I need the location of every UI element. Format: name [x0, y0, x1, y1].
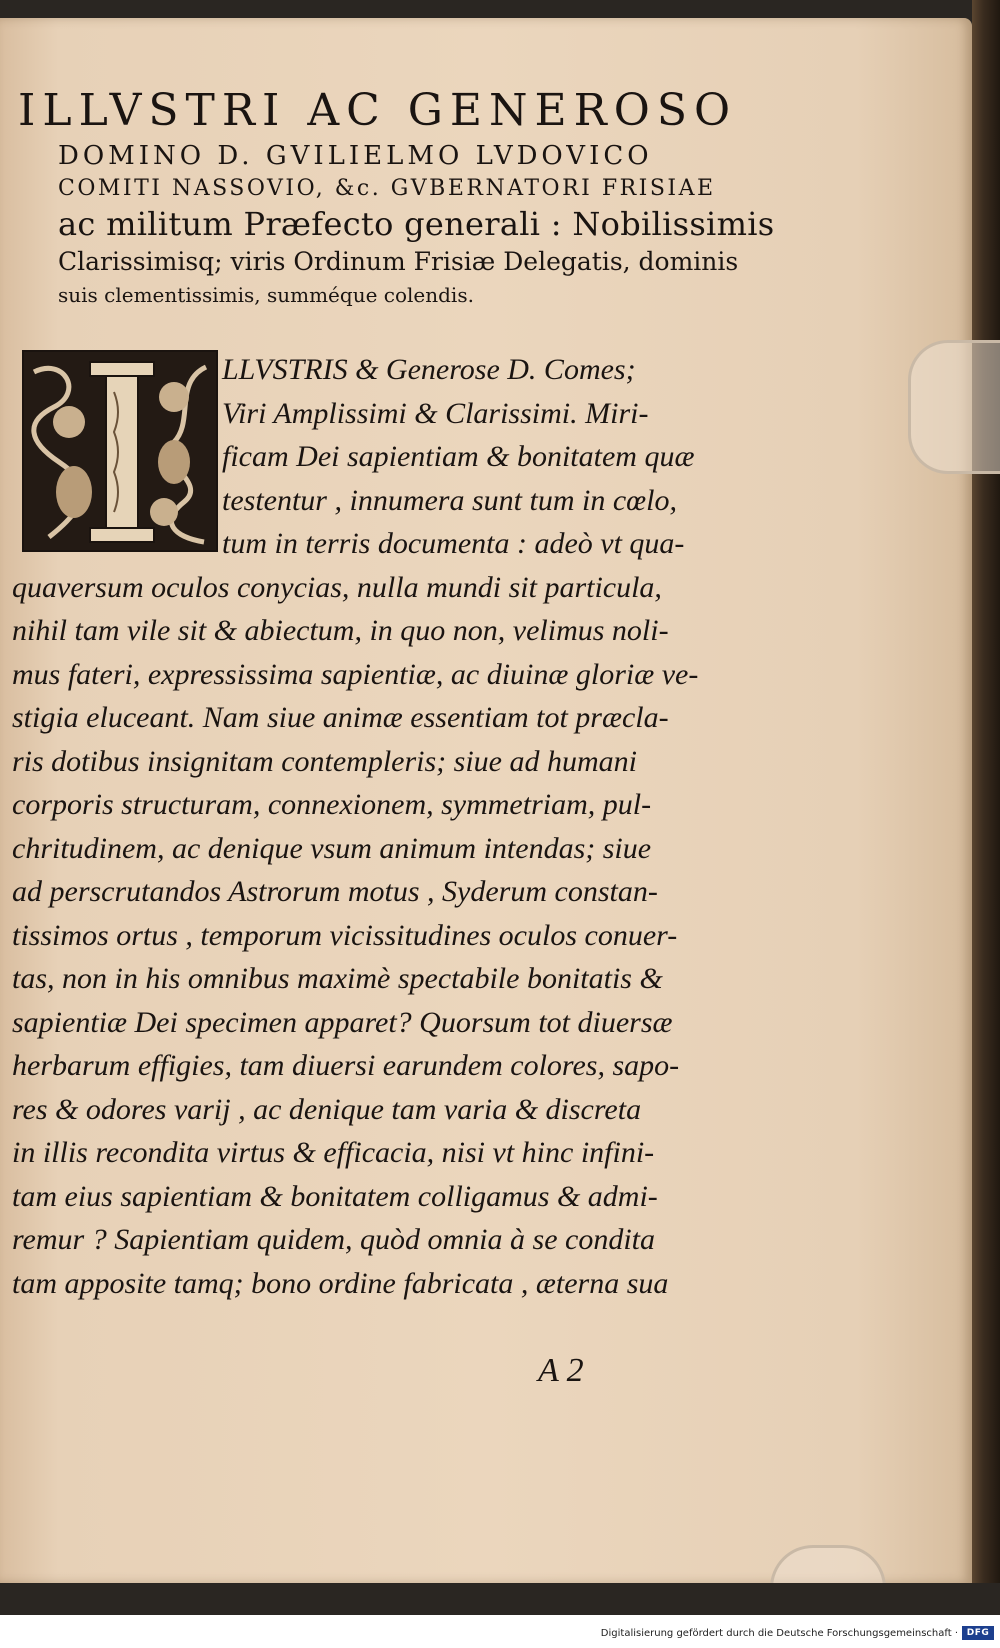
body-line: mus fateri, expressissima sapientiæ, ac diuinæ gloriæ ve- — [12, 657, 699, 691]
heading-line-6: suis clementissimis, summéque colendis. — [58, 283, 474, 307]
body-line: tam apposite tamq; bono ordine fabricata , æterna sua — [12, 1266, 669, 1300]
body-line: remur ? Sapientiam quidem, quòd omnia à se condita — [12, 1223, 655, 1256]
catchword-signature: A 2 — [538, 1352, 584, 1389]
heading-line-4: ac militum Præfecto generali : Nobilissimis — [58, 205, 775, 243]
body-line: testentur , innumera sunt tum in cœlo, — [222, 483, 677, 517]
body-line: Viri Amplissimi & Clarissimi. Miri- — [222, 396, 649, 430]
body-line: ris dotibus insignitam contempleris; siue ad humani — [12, 744, 637, 778]
book-binding-edge — [972, 0, 1000, 1610]
page-clip-tab — [908, 340, 1000, 474]
body-line: sapientiæ Dei specimen apparet? Quorsum tot diuersæ — [12, 1005, 673, 1039]
body-line: quaversum oculos conycias, nulla mundi sit particula, — [12, 570, 662, 604]
body-line: corporis structuram, connexionem, symmetriam, pul- — [12, 788, 652, 821]
body-line: stigia eluceant. Nam siue animæ essentiam tot præcla- — [12, 701, 669, 734]
heading-line-5: Clarissimisq; viris Ordinum Frisiæ Delegatis, dominis — [58, 247, 739, 276]
ornament-icon — [24, 352, 216, 550]
body-line: ad perscrutandos Astrorum motus , Syderum constan- — [12, 875, 658, 908]
heading-line-1: ILLVSTRI AC GENEROSO — [18, 85, 738, 136]
body-line: tas, non in his omnibus maximè spectabile bonitatis & — [12, 962, 663, 995]
body-line: tum in terris documenta : adeò vt qua- — [222, 527, 685, 560]
body-line: in illis recondita virtus & efficacia, nisi vt hinc infini- — [12, 1136, 655, 1169]
scan-bottom-background — [0, 1583, 1000, 1615]
dfg-logo-icon: DFG — [962, 1626, 994, 1640]
footer-credit: Digitalisierung gefördert durch die Deutsche Forschungsgemeinschaft · — [600, 1628, 958, 1639]
heading-line-2: DOMINO D. GVILIELMO LVDOVICO — [58, 141, 653, 171]
body-line: herbarum effigies, tam diuersi earundem colores, sapo- — [12, 1049, 680, 1082]
body-line: chritudinem, ac denique vsum animum intendas; siue — [12, 831, 652, 865]
body-line: ficam Dei sapientiam & bonitatem quæ — [222, 440, 695, 473]
body-line: res & odores varij , ac denique tam varia & discreta — [12, 1092, 642, 1126]
body-line: nihil tam vile sit & abiectum, in quo non, velimus noli- — [12, 614, 669, 647]
decorated-initial-i — [22, 350, 218, 552]
heading-line-3: COMITI NASSOVIO, &c. GVBERNATORI FRISIAE — [58, 176, 716, 201]
body-line: tissimos ortus , temporum vicissitudines oculos conuer- — [12, 918, 678, 952]
body-line: tam eius sapientiam & bonitatem colligamus & admi- — [12, 1179, 658, 1213]
body-line: LLVSTRIS & Generose D. Comes; — [222, 353, 636, 386]
